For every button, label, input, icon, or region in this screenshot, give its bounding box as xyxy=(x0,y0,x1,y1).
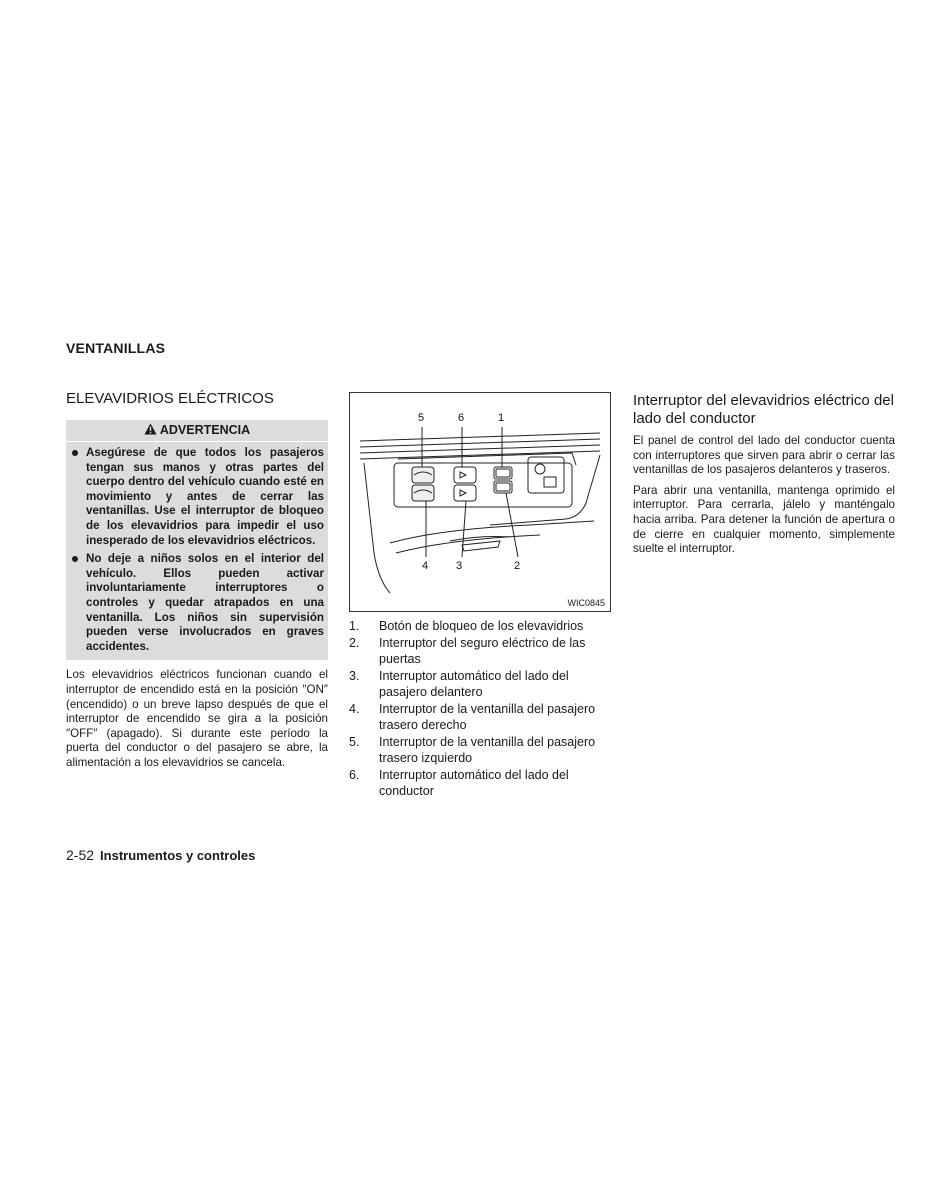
figure-code: WIC0845 xyxy=(567,598,605,608)
list-item xyxy=(349,668,611,701)
switch-panel-figure xyxy=(349,392,611,612)
list-item-number: 1. xyxy=(349,619,360,633)
subheading-power-windows: ELEVAVIDRIOS ELÉCTRICOS xyxy=(66,390,274,407)
list-item-text: Interruptor del seguro eléctrico de las puertas xyxy=(379,635,586,666)
list-item xyxy=(349,734,611,767)
callout-label: 5 xyxy=(418,412,425,424)
page-number: 2-52 xyxy=(66,847,95,863)
list-item-number: 5. xyxy=(349,734,360,749)
warning-list xyxy=(66,446,328,654)
warning-title-text: ADVERTENCIA xyxy=(159,423,251,437)
list-item xyxy=(349,767,611,800)
body-paragraph: El panel de control del lado del conductor cuenta con interruptores que sirven para abrir o cerrar las ventanillas de los pasajeros delanteros y traseros. xyxy=(633,434,895,477)
body-paragraph: Los elevavidrios eléctricos funcionan cuando el interruptor de encendido está en la posición ″ON″ (encendido) o un breve lapso después de que el interruptor de encendido se gira a la posición ″OFF″ (apagado). Si durante este período la puerta del conductor o del pasajero se abre, la alimentación a los elevavidrios se cancela. xyxy=(66,668,328,769)
callout-label: 1 xyxy=(498,412,505,424)
warning-item-text: Asegúrese de que todos los pasajeros tengan sus manos y otras partes del cuerpo dentro del vehículo cuando esté en movimiento y antes de cerrar las ventanillas. Use el interruptor de bloqueo de los elevavidrios para impedir el uso inesperado de los elevavidrios eléctricos. xyxy=(86,446,324,547)
callout-label: 6 xyxy=(458,412,465,424)
list-item-number: 2. xyxy=(349,635,360,650)
list-item-number: 4. xyxy=(349,701,360,716)
list-item xyxy=(349,635,611,668)
bullet-icon xyxy=(72,450,78,456)
list-item-text: Interruptor automático del lado del pasajero delantero xyxy=(379,668,569,699)
subheading-driver-switch: Interruptor del elevavidrios eléctrico del lado del conductor xyxy=(633,392,894,427)
callout-legend-list xyxy=(349,618,611,800)
list-item-text: Interruptor de la ventanilla del pasajero trasero izquierdo xyxy=(379,734,596,765)
warning-triangle-icon xyxy=(144,423,157,438)
column-left xyxy=(66,390,328,770)
switch-panel-illustration xyxy=(350,393,610,611)
warning-item xyxy=(70,552,324,654)
list-item-text: Botón de bloqueo de los elevavidrios xyxy=(379,619,584,633)
list-item-text: Interruptor automático del lado del conductor xyxy=(379,767,569,798)
warning-box xyxy=(66,420,328,660)
column-middle xyxy=(349,392,611,800)
bullet-icon xyxy=(72,556,78,562)
body-paragraph: Para abrir una ventanilla, mantenga oprimido el interruptor. Para cerrarla, jálelo y manténgalo hacia arriba. Para detener la función de apertura o de cierre en cualquier momento, simplemente suelte el interruptor. xyxy=(633,483,895,556)
callout-label: 4 xyxy=(422,560,429,572)
page-footer xyxy=(66,847,255,863)
warning-item xyxy=(70,446,324,548)
list-item xyxy=(349,618,611,635)
list-item-text: Interruptor de la ventanilla del pasajero trasero derecho xyxy=(379,701,596,732)
footer-section-title: Instrumentos y controles xyxy=(100,848,256,863)
column-right xyxy=(633,392,895,557)
list-item-number: 6. xyxy=(349,767,360,782)
list-item-number: 3. xyxy=(349,668,360,683)
warning-item-text: No deje a niños solos en el interior del vehículo. Ellos pueden activar involuntariamente interruptores o controles y quedar atrapados en una ventanilla. Los niños sin supervisión pueden verse involucrados en graves accidentes. xyxy=(86,552,324,653)
callout-label: 3 xyxy=(456,560,463,572)
list-item xyxy=(349,701,611,734)
section-title: VENTANILLAS xyxy=(66,340,166,356)
warning-title xyxy=(66,420,328,442)
callout-label: 2 xyxy=(514,560,521,572)
